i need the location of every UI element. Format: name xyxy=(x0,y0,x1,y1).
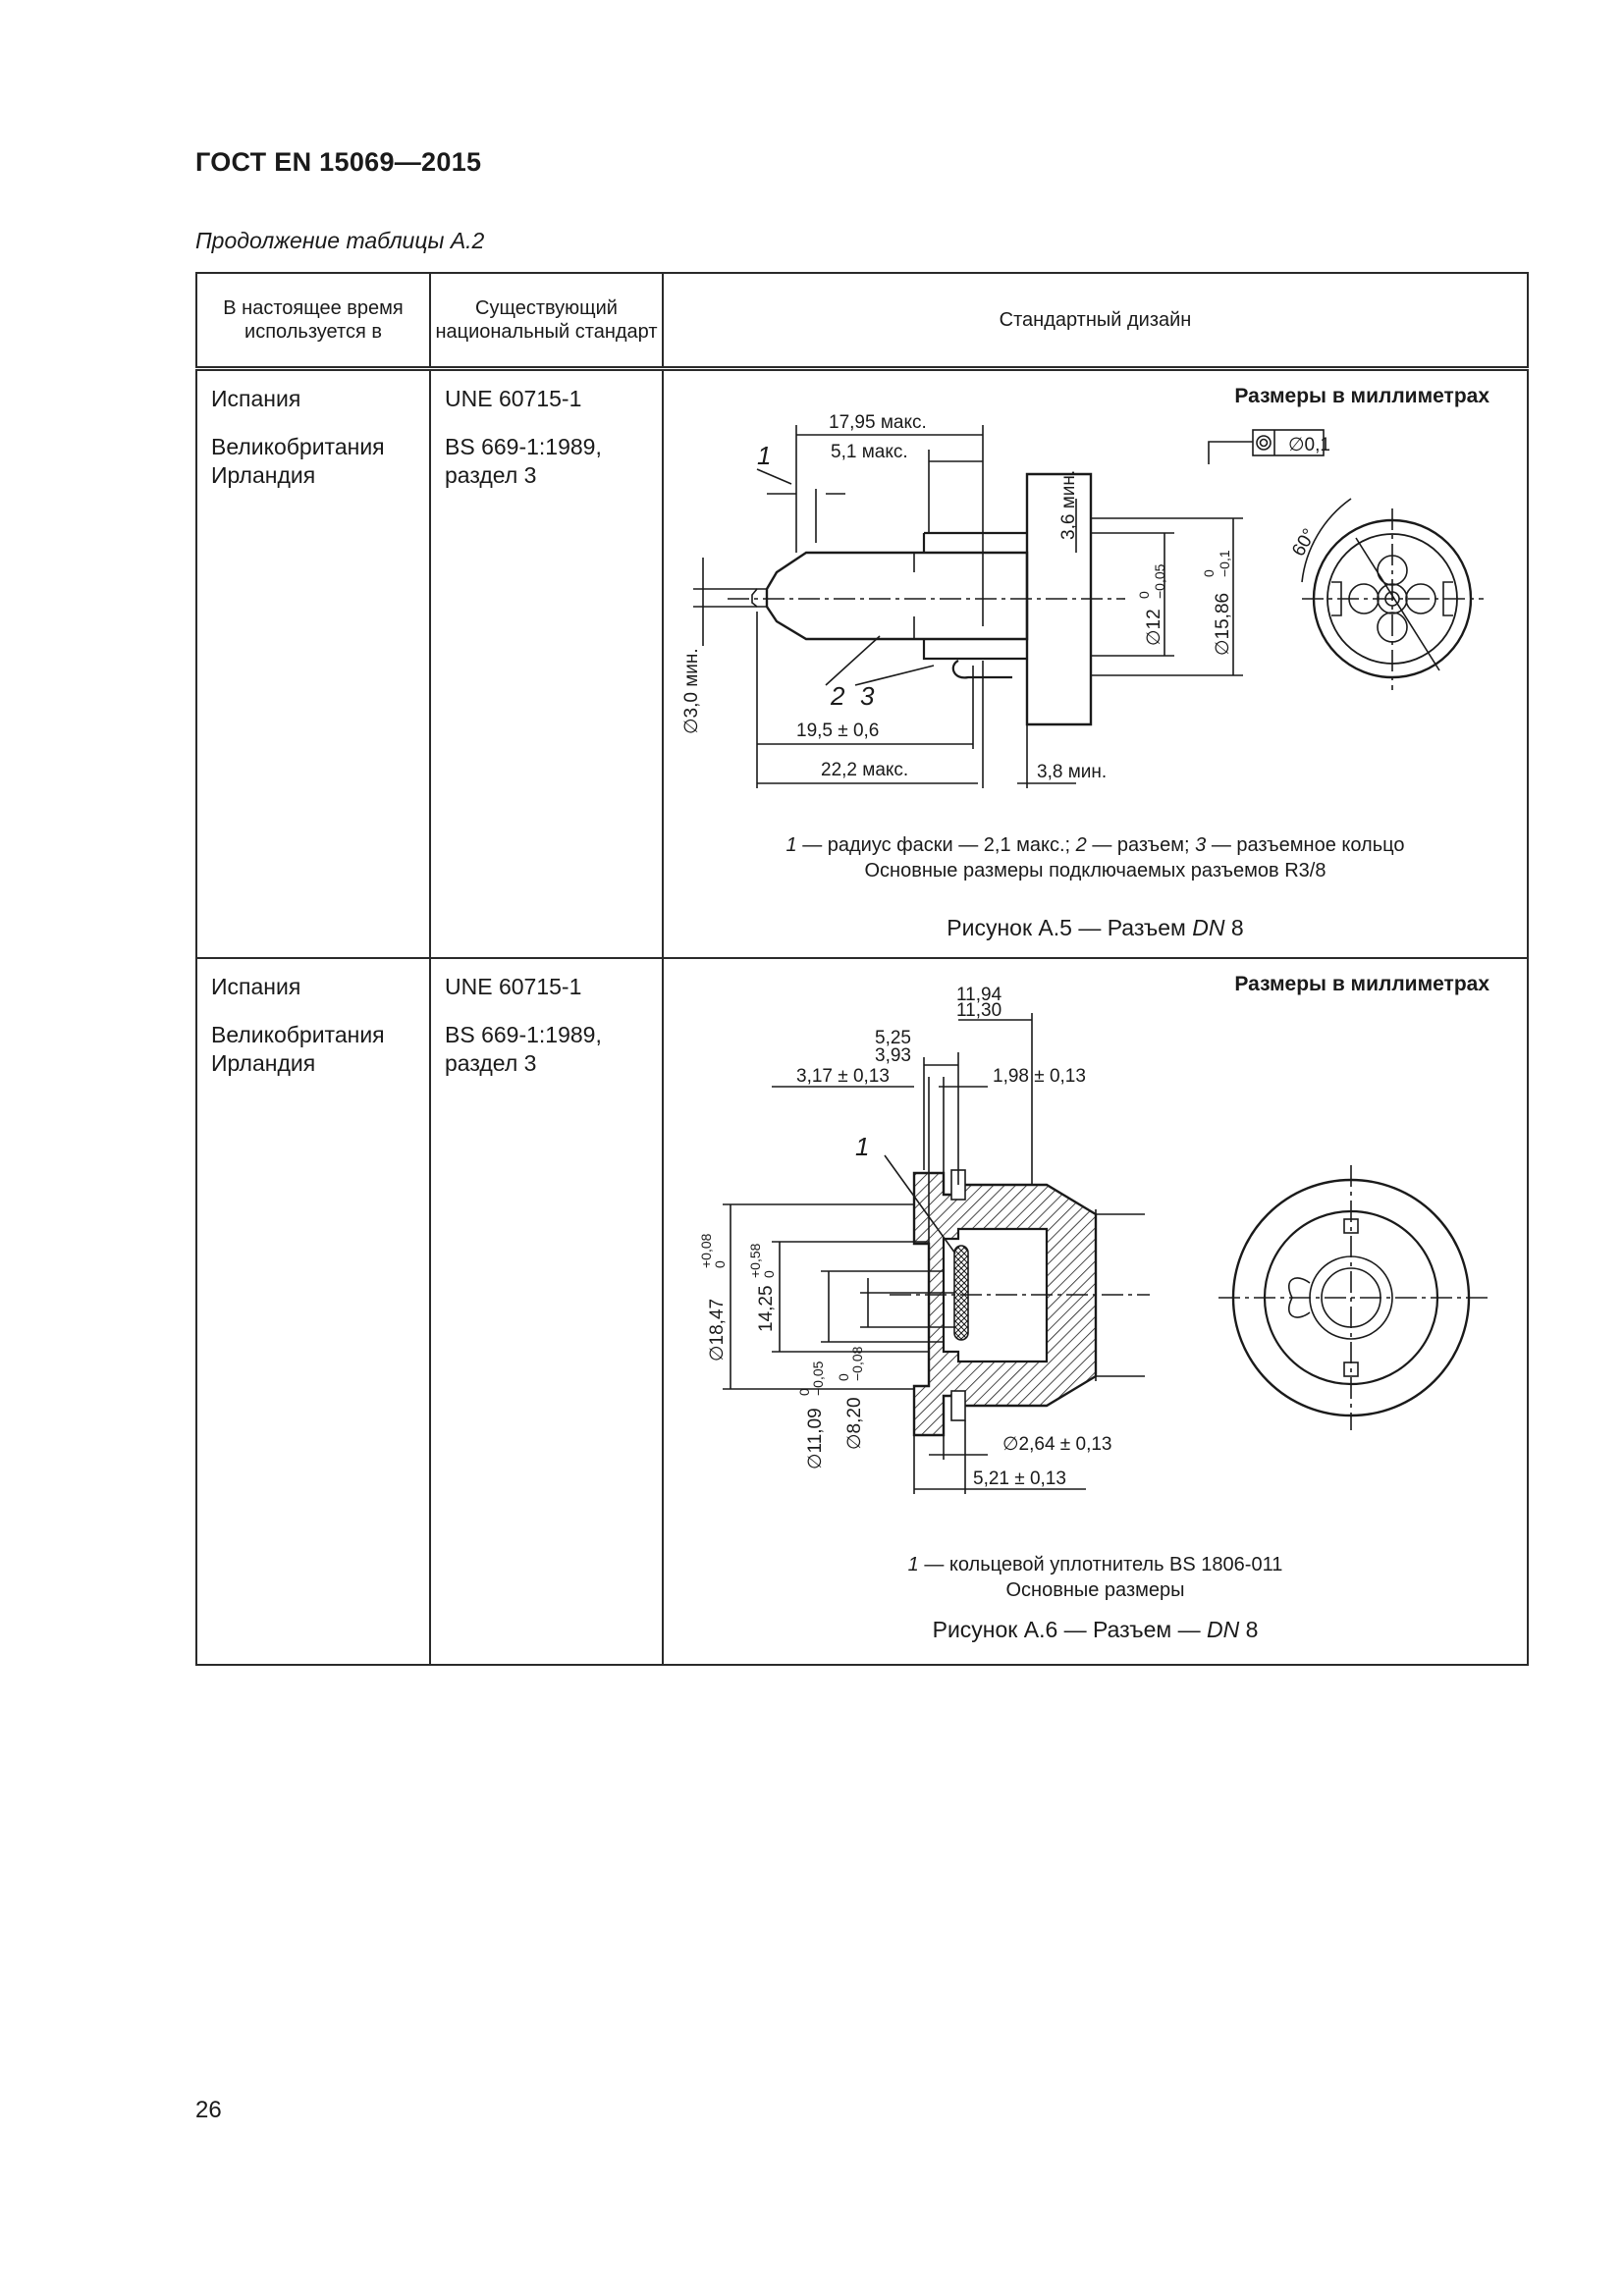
dim-19-5: 19,5 ± 0,6 xyxy=(796,721,880,741)
header-standard-design: Стандартный дизайн xyxy=(663,273,1528,369)
table-row xyxy=(196,369,1528,959)
country-spain: Испания xyxy=(211,386,301,411)
dim-5-25: 5,25 xyxy=(875,1028,911,1048)
dim-d8-20-tol-up: 0 xyxy=(836,1373,851,1381)
dim-3-93: 3,93 xyxy=(875,1045,911,1066)
units-note: Размеры в миллиметрах xyxy=(1234,973,1489,995)
angle-60: 60° xyxy=(1288,525,1321,561)
figure-title: Рисунок А.6 — Разъем — DN 8 xyxy=(932,1617,1259,1642)
tolerance-frame-value: ∅0,1 xyxy=(1288,435,1330,455)
dim-5-1: 5,1 макс. xyxy=(831,442,908,462)
design-cell xyxy=(663,369,1528,959)
document-header: ГОСТ EN 15069—2015 xyxy=(195,147,482,177)
standards-table xyxy=(195,272,1529,1666)
dim-d18-47: ∅18,47 xyxy=(707,1298,728,1362)
standard-cell xyxy=(430,369,663,959)
dim-1-98: 1,98 ± 0,13 xyxy=(993,1066,1086,1087)
figure-legend: 1 — радиус фаски — 2,1 макс.; 2 — разъем; 3 — разъемное кольцо Основные размеры подключаемых разъемов R3/8 xyxy=(785,834,1405,881)
header-national-standard: Существующий национальный стандарт xyxy=(430,273,663,369)
dim-d12: ∅12 xyxy=(1144,609,1164,646)
callout-1: 1 xyxy=(757,441,772,470)
country-spain: Испания xyxy=(211,974,301,999)
country-cell xyxy=(196,369,430,959)
dim-d11-09: ∅11,09 xyxy=(805,1408,826,1469)
table-caption: Продолжение таблицы А.2 xyxy=(195,228,485,253)
standard-une: UNE 60715-1 xyxy=(445,386,582,411)
dim-14-25: 14,25 xyxy=(756,1285,777,1332)
dim-d11-09-tol-lo: −0,05 xyxy=(810,1361,826,1396)
country-cell xyxy=(196,958,430,1665)
dim-d15-86-tol-lo: −0,1 xyxy=(1217,550,1232,577)
dim-d15-86: ∅15,86 xyxy=(1213,592,1233,656)
dim-22-2: 22,2 макс. xyxy=(821,760,909,780)
dim-d11-09-tol-up: 0 xyxy=(796,1388,812,1396)
standard-cell xyxy=(430,958,663,1665)
callout-3: 3 xyxy=(860,681,875,711)
callout-2: 2 xyxy=(831,681,845,711)
standard-bs: BS 669-1:1989, раздел 3 xyxy=(445,1021,602,1076)
table-row xyxy=(196,958,1528,1665)
dim-3-8: 3,8 мин. xyxy=(1037,762,1108,782)
dim-d8-20-tol-lo: −0,08 xyxy=(849,1346,865,1381)
dim-11-30: 11,30 xyxy=(956,1000,1002,1021)
figure-title: Рисунок А.5 — Разъем DN 8 xyxy=(947,915,1244,940)
dim-d8-20: ∅8,20 xyxy=(844,1397,865,1450)
units-note: Размеры в миллиметрах xyxy=(1234,385,1489,407)
country-uk-ireland: Великобритания Ирландия xyxy=(211,1021,385,1076)
dim-d18-47-tol-up: +0,08 xyxy=(698,1233,714,1268)
page-number: 26 xyxy=(195,2097,222,2123)
dim-11-94: 11,94 xyxy=(956,985,1002,1005)
country-uk-ireland: Великобритания Ирландия xyxy=(211,433,385,488)
dim-14-25-tol-up: +0,58 xyxy=(747,1243,763,1278)
dim-d12-tol-up: 0 xyxy=(1136,591,1152,599)
dim-d12-tol-lo: −0,05 xyxy=(1152,563,1167,599)
callout-1: 1 xyxy=(855,1132,870,1161)
dim-17-95: 17,95 макс. xyxy=(829,412,927,433)
figure-legend: 1 — кольцевой уплотнитель BS 1806-011 Основные размеры xyxy=(907,1554,1283,1601)
design-cell xyxy=(663,958,1528,1665)
dim-d3-0: ∅3,0 мин. xyxy=(681,648,702,734)
dim-3-6: 3,6 мин. xyxy=(1058,469,1079,540)
standard-une: UNE 60715-1 xyxy=(445,974,582,999)
header-country: В настоящее время используется в xyxy=(196,273,430,369)
dim-5-21: 5,21 ± 0,13 xyxy=(973,1468,1066,1489)
dim-3-17: 3,17 ± 0,13 xyxy=(796,1066,890,1087)
table-header-row xyxy=(196,273,1528,369)
dim-d18-47-tol-lo: 0 xyxy=(712,1260,728,1268)
dim-d15-86-tol-up: 0 xyxy=(1201,569,1217,577)
dim-d2-64: ∅2,64 ± 0,13 xyxy=(1002,1434,1112,1455)
standard-bs: BS 669-1:1989, раздел 3 xyxy=(445,433,602,488)
dim-14-25-tol-lo: 0 xyxy=(761,1270,777,1278)
